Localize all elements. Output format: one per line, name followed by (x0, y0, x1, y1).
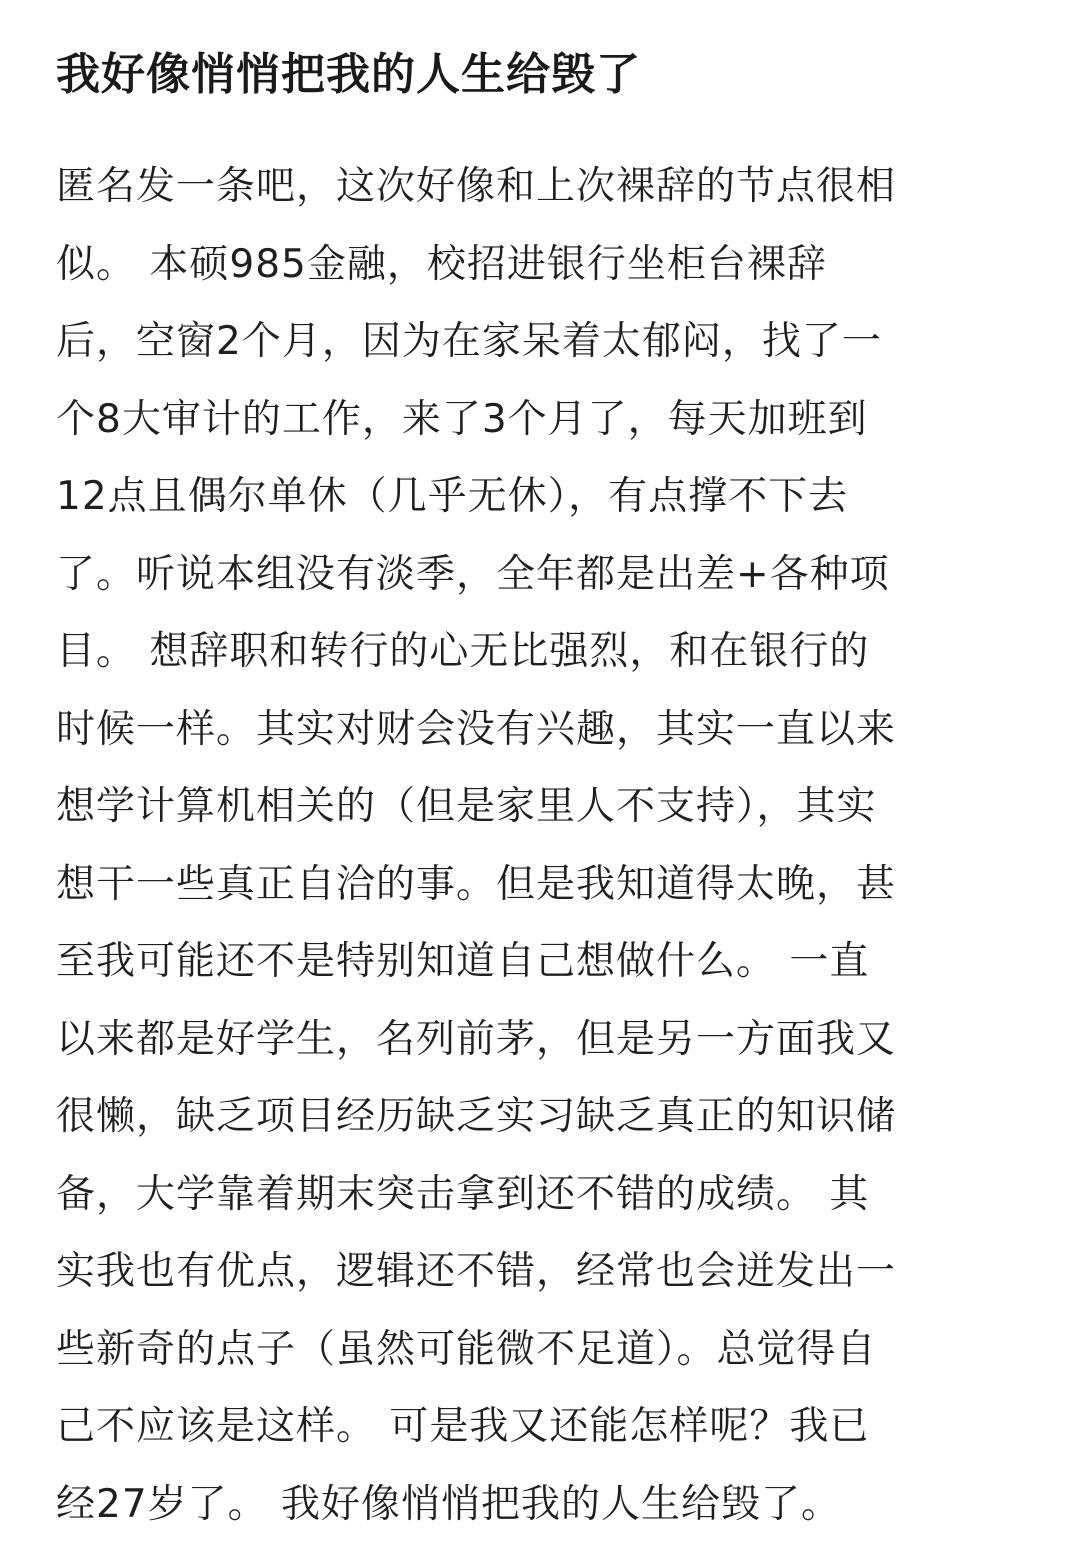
post-body-line: 些新奇的点子（虽然可能微不足道）。总觉得自 (56, 1311, 1024, 1389)
post-body-line: 至我可能还不是特别知道自己想做什么。 一直 (56, 923, 1024, 1001)
post-body-line: 12点且偶尔单休（几乎无休），有点撑不下去 (56, 458, 1024, 536)
post-body-line: 想干一些真正自洽的事。但是我知道得太晚，甚 (56, 846, 1024, 924)
post-body-line: 个8大审计的工作，来了3个月了，每天加班到 (56, 381, 1024, 459)
post-title: 我好像悄悄把我的人生给毁了 (56, 42, 1024, 108)
post-body (56, 148, 1024, 1543)
post-body-line: 实我也有优点，逻辑还不错，经常也会迸发出一 (56, 1233, 1024, 1311)
post-body-line: 以来都是好学生，名列前茅，但是另一方面我又 (56, 1001, 1024, 1079)
post-body-line: 似。 本硕985金融，校招进银行坐柜台裸辞 (56, 226, 1024, 304)
post-body-line: 很懒，缺乏项目经历缺乏实习缺乏真正的知识储 (56, 1078, 1024, 1156)
post-body-line: 后，空窗2个月，因为在家呆着太郁闷，找了一 (56, 303, 1024, 381)
post-body-line: 备，大学靠着期末突击拿到还不错的成绩。 其 (56, 1156, 1024, 1234)
post-body-line: 目。 想辞职和转行的心无比强烈，和在银行的 (56, 613, 1024, 691)
post-body-line: 己不应该是这样。 可是我又还能怎样呢？我已 (56, 1388, 1024, 1466)
post-body-line: 经27岁了。 我好像悄悄把我的人生给毁了。 (56, 1466, 1024, 1543)
post-body-line: 匿名发一条吧，这次好像和上次裸辞的节点很相 (56, 148, 1024, 226)
post-body-line: 时候一样。其实对财会没有兴趣，其实一直以来 (56, 691, 1024, 769)
post-body-line: 了。听说本组没有淡季，全年都是出差+各种项 (56, 536, 1024, 614)
post-body-line: 想学计算机相关的（但是家里人不支持），其实 (56, 768, 1024, 846)
